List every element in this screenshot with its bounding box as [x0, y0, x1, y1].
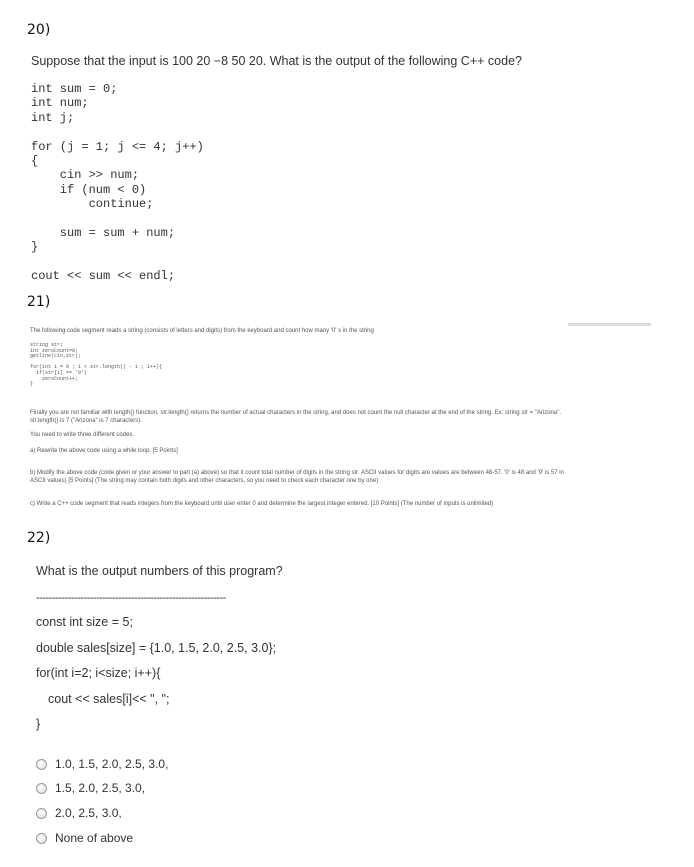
answer-option-label: None of above: [55, 831, 134, 845]
answer-option-label: 2.0, 2.5, 3.0,: [55, 806, 122, 820]
question-21-part-b: b) Modify the above code (code given or your answer to part (a) above) so that it count total number of digits in the string str. ASCII values for digits are values are between 48-57. '0' is 48 and '9' is 57 in: [30, 470, 564, 476]
answer-option-2[interactable]: [36, 780, 145, 796]
code-line: }: [36, 717, 41, 731]
answer-option-1[interactable]: [36, 756, 168, 772]
question-number-20: 20): [27, 22, 51, 38]
question-21-instruction: You need to write three different codes.: [30, 432, 135, 438]
code-line: double sales[size] = {1.0, 1.5, 2.0, 2.5, 3.0};: [36, 641, 277, 655]
radio-button[interactable]: [36, 759, 47, 770]
radio-button[interactable]: [36, 833, 47, 844]
divider-line: [568, 323, 651, 326]
radio-button[interactable]: [36, 783, 47, 794]
question-21-note: Finally you are not familiar with length() function, str.length() returns the number of actual characters in the string, and does not count the null character at the end of the string. Ex: string str = "Arizona".: [30, 410, 562, 416]
code-line: for(int i=2; i<size; i++){: [36, 666, 161, 680]
code-line: cout << sales[i]<< ", ";: [48, 692, 170, 706]
separator: ------------------------------------------------------------: [36, 592, 226, 604]
question-21-part-a: a) Rewrite the above code using a while loop. [5 Points]: [30, 448, 178, 454]
code-line: const int size = 5;: [36, 615, 133, 629]
question-20-code: int sum = 0; int num; int j; for (j = 1; j <= 4; j++) { cin >> num; if (num < 0) continue; sum = sum + num; } cout << sum << endl;: [31, 82, 204, 284]
question-21-part-b-2: ASCII values) [5 Points] (The string may contain both digits and other characters, so you need to check each character one by one): [30, 478, 379, 484]
answer-option-label: 1.0, 1.5, 2.0, 2.5, 3.0,: [55, 757, 169, 771]
question-21-part-c: c) Write a C++ code segment that reads integers from the keyboard until user enter 0 and determine the largest integer entered. [10 Points] (The number of inputs is unlimited): [30, 501, 494, 507]
question-21-note-2: str.length() is 7 ("Arizona" is 7 characters).: [30, 418, 142, 424]
question-20-prompt: Suppose that the input is 100 20 −8 50 20. What is the output of the following C++ code?: [31, 54, 522, 68]
question-21-code: string str; int zeroCount=0; getline(cin,str); for(int i = 0 ; i < str.length() - 1 ; i++){ if(str[i] == '0') zeroCount++; }: [30, 342, 163, 388]
question-number-21: 21): [27, 294, 51, 310]
answer-option-label: 1.5, 2.0, 2.5, 3.0,: [55, 781, 146, 795]
answer-option-3[interactable]: [36, 805, 122, 821]
question-number-22: 22): [27, 530, 51, 546]
question-22-prompt: What is the output numbers of this program?: [36, 564, 283, 578]
answer-option-4[interactable]: [36, 830, 133, 846]
question-21-intro: The following code segment reads a string (consists of letters and digits) from the keyboard and count how many '0' s in the string: [30, 328, 374, 334]
radio-button[interactable]: [36, 808, 47, 819]
